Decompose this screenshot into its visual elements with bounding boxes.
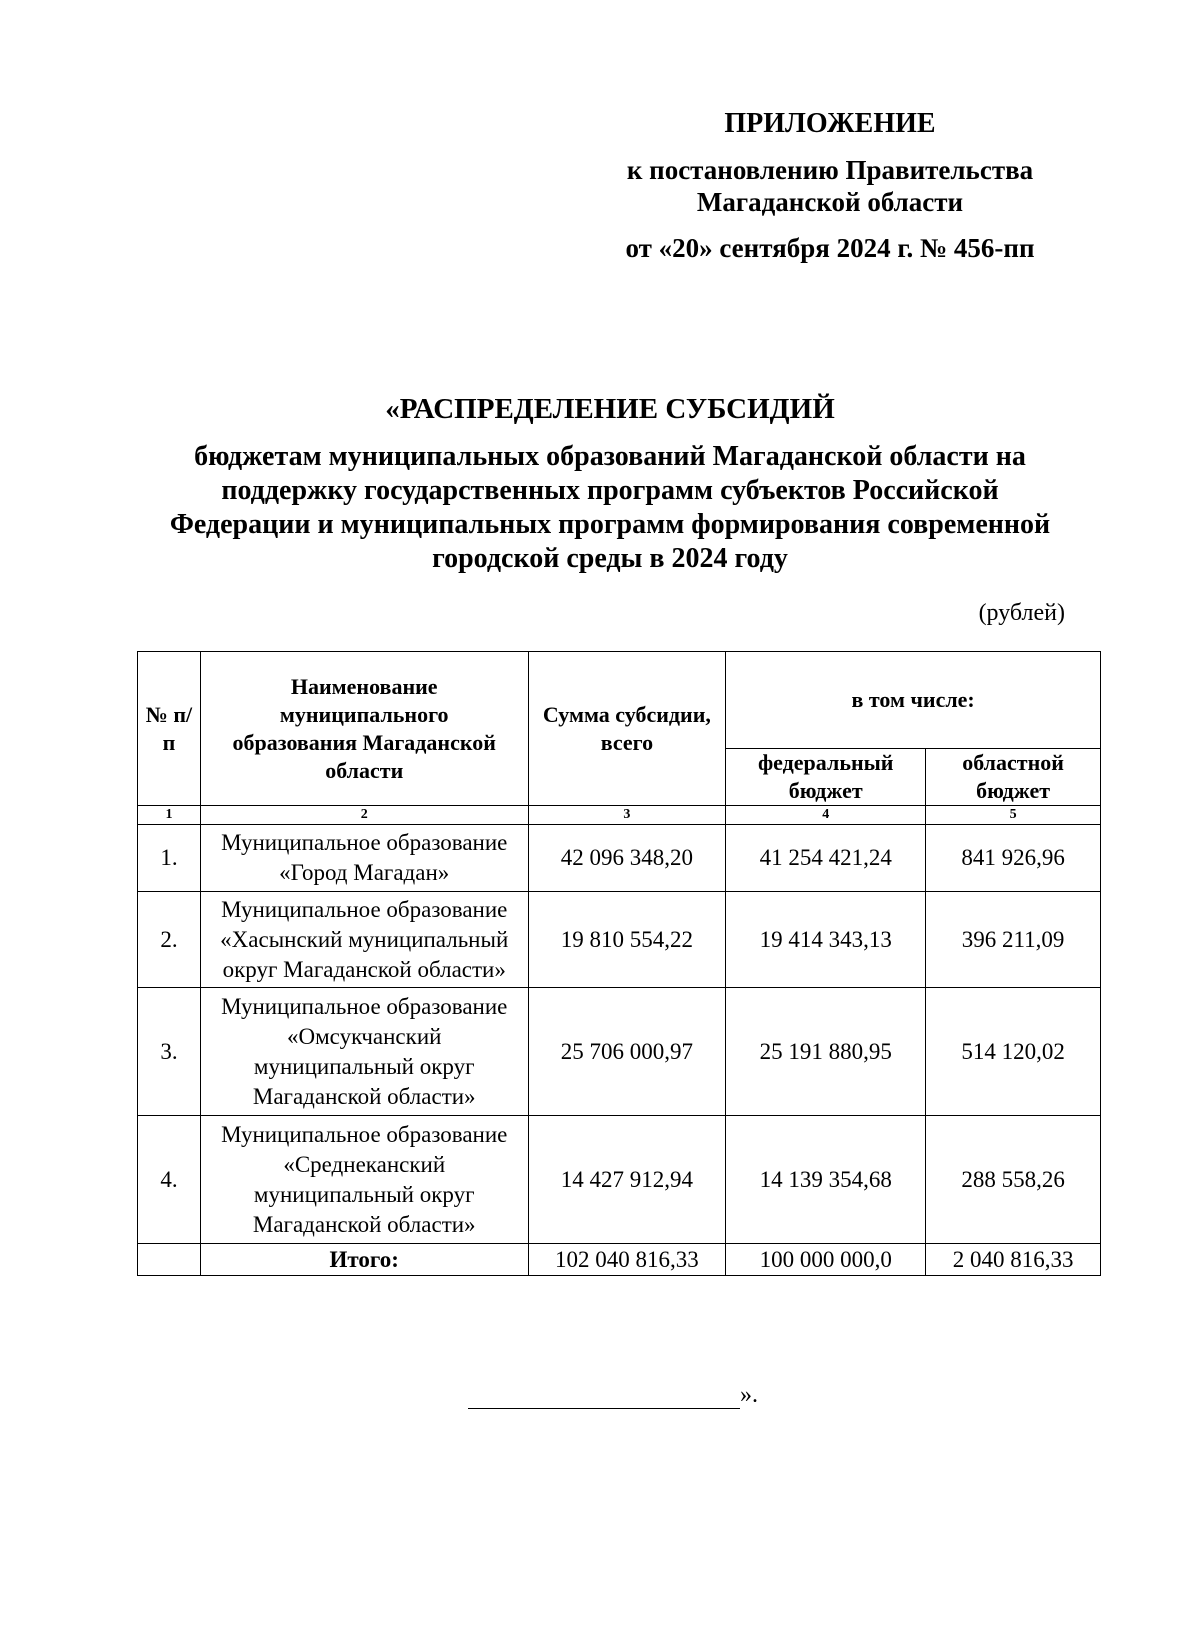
column-number: 4: [726, 806, 926, 825]
row-total: 14 427 912,94: [528, 1116, 726, 1244]
row-num: 3.: [138, 988, 201, 1116]
row-total: 42 096 348,20: [528, 825, 726, 892]
row-name-line: «Среднеканский: [283, 1151, 446, 1177]
title-line: поддержку государственных программ субъектов Российской: [221, 475, 999, 506]
table-row: [138, 892, 1101, 988]
header-regional: областной бюджет: [926, 749, 1101, 806]
table-row: [138, 1116, 1101, 1244]
row-regional: 514 120,02: [926, 988, 1101, 1116]
total-row: [138, 1244, 1101, 1276]
header-num: № п/п: [138, 652, 201, 806]
row-regional: 396 211,09: [926, 892, 1101, 988]
column-number: 5: [926, 806, 1101, 825]
row-name-line: Муниципальное образование: [221, 896, 508, 922]
header-total: Сумма субсидии, всего: [528, 652, 726, 806]
total-label: Итого:: [200, 1244, 528, 1276]
appendix-block: [600, 108, 1060, 264]
title-line: Федерации и муниципальных программ формирования современной: [169, 509, 1051, 540]
appendix-date: от «20» сентября 2024 г. № 456-пп: [625, 233, 1035, 263]
unit-label: (рублей): [978, 600, 1065, 626]
total-regional: 2 040 816,33: [926, 1244, 1101, 1276]
row-regional: 841 926,96: [926, 825, 1101, 892]
total-federal: 100 000 000,0: [726, 1244, 926, 1276]
row-num: 1.: [138, 825, 201, 892]
row-total: 19 810 554,22: [528, 892, 726, 988]
row-federal: 19 414 343,13: [726, 892, 926, 988]
row-name-line: Магаданской области»: [252, 1083, 476, 1109]
subsidy-table: [137, 651, 1101, 1276]
title-line: городской среды в 2024 году: [432, 543, 788, 574]
row-name-line: муниципальный округ: [253, 1181, 475, 1207]
row-name-line: «Омсукчанский: [287, 1023, 442, 1049]
header-name: Наименование муниципального образования Магаданской области: [200, 652, 528, 806]
row-name-line: Муниципальное образование: [221, 830, 508, 855]
column-number: 1: [138, 806, 201, 825]
row-num: 4.: [138, 1116, 201, 1244]
row-name-line: муниципальный округ: [253, 1053, 475, 1079]
document-title: [150, 392, 1070, 576]
title-line: бюджетам муниципальных образований Магаданской области на: [194, 441, 1026, 472]
appendix-line-2: Магаданской области: [696, 187, 964, 217]
row-regional: 288 558,26: [926, 1116, 1101, 1244]
closing-line: [468, 1384, 740, 1409]
row-num: 2.: [138, 892, 201, 988]
row-federal: 41 254 421,24: [726, 825, 926, 892]
header-federal: федеральный бюджет: [726, 749, 926, 806]
appendix-heading: ПРИЛОЖЕНИЕ: [724, 108, 936, 139]
row-name-line: Муниципальное образование: [221, 993, 508, 1019]
row-name: [200, 892, 528, 988]
table-row: [138, 988, 1101, 1116]
header-row: [138, 652, 1101, 749]
row-name-line: Магаданской области»: [252, 1211, 476, 1237]
total-num: [138, 1244, 201, 1276]
column-number: 2: [200, 806, 528, 825]
row-name-line: округ Магаданской области»: [222, 956, 506, 982]
closing-mark: [468, 1382, 758, 1409]
total-sum: 102 040 816,33: [528, 1244, 726, 1276]
column-number-row: [138, 806, 1101, 825]
row-federal: 25 191 880,95: [726, 988, 926, 1116]
header-including: в том числе:: [726, 652, 1101, 749]
row-name: [200, 988, 528, 1116]
column-number: 3: [528, 806, 726, 825]
title-main: «РАСПРЕДЕЛЕНИЕ СУБСИДИЙ: [385, 393, 835, 425]
closing-quote: ».: [740, 1382, 758, 1408]
appendix-line-1: к постановлению Правительства: [626, 155, 1034, 185]
row-name-line: «Хасынский муниципальный: [220, 926, 509, 952]
row-name: [200, 1116, 528, 1244]
table-row: [138, 825, 1101, 892]
row-name: [200, 825, 528, 892]
row-federal: 14 139 354,68: [726, 1116, 926, 1244]
row-name-line: Муниципальное образование: [221, 1121, 508, 1147]
row-total: 25 706 000,97: [528, 988, 726, 1116]
row-name-line: «Город Магадан»: [279, 860, 450, 885]
